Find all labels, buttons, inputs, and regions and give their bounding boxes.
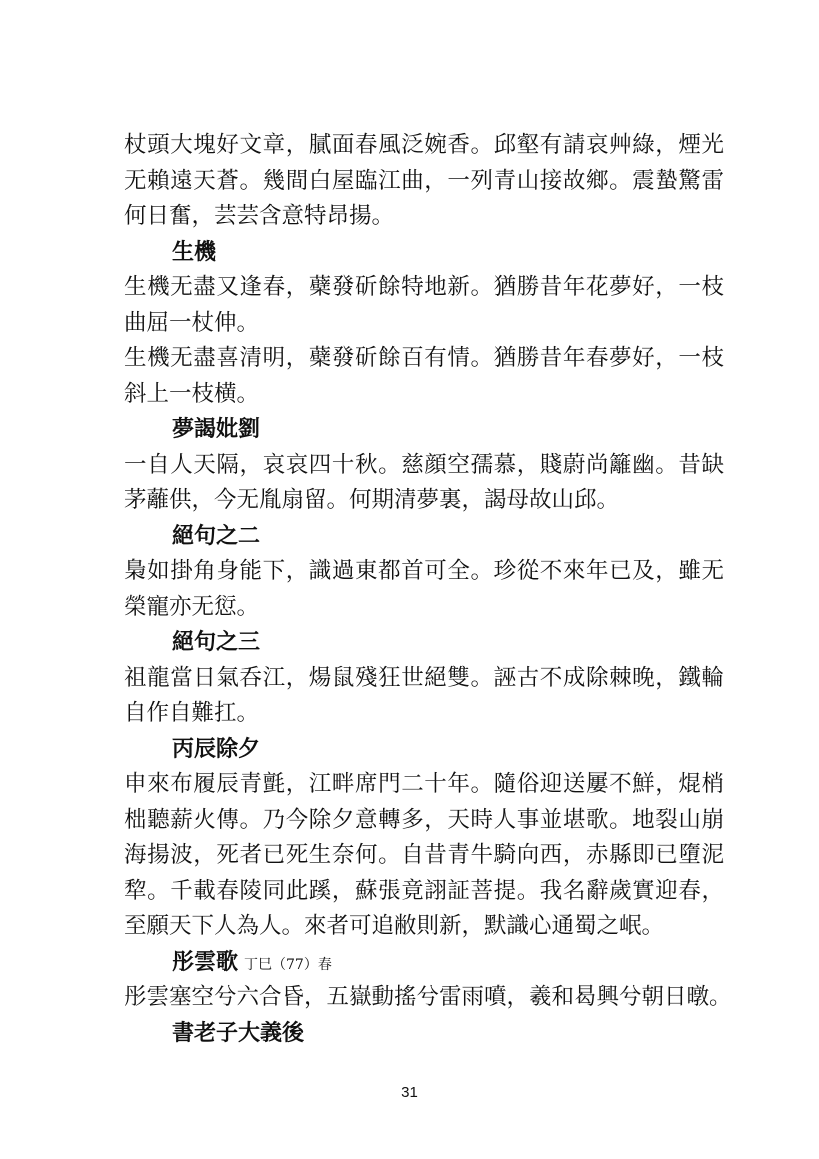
poem-line: 彤雲塞空兮六合昏，五嶽動搖兮雷雨噴，羲和曷興兮朝日暾。: [124, 984, 732, 1010]
poem-jueju-3: [124, 625, 724, 732]
poem-line: 曲屈一杖伸。: [124, 309, 260, 336]
poem-mengye: [124, 412, 724, 519]
poem-line: 至願天下人為人。來者可追敝則新，默識心通蜀之岷。: [124, 913, 665, 939]
poem-shengji: [124, 235, 724, 413]
poem-line: 自作自難扛。: [124, 700, 260, 726]
poem-title: 絕句之三: [172, 630, 261, 655]
poem-bingchen-chuxi: [124, 732, 724, 945]
poem-line: 一自人天隔，哀哀四十秋。慈顔空孺慕，賤蔚尚籬幽。昔缺: [124, 451, 724, 478]
page-body: [124, 128, 732, 1051]
poem-line: 无賴遠天蒼。幾間白屋臨江曲，一列青山接故鄉。震蟄驚雷: [124, 167, 724, 194]
poem-title: 絕句之二: [172, 523, 261, 549]
poem-title: 生機: [172, 239, 217, 265]
poem-line: 榮寵亦无愆。: [124, 593, 260, 620]
poem-line: 茅蘺供，今无胤扇留。何期清夢裏，謁母故山邱。: [124, 487, 620, 513]
poem-line: 申來布履辰青氈，江畔席門二十年。隨俗迎送屢不鮮，焜梢: [124, 771, 724, 797]
poem-title: 彤雲歌: [172, 949, 239, 975]
poem-title: 丙辰除夕: [172, 736, 261, 762]
poem-line: 海揚波，死者已死生奈何。自昔青牛騎向西，赤縣即已墮泥: [124, 842, 724, 868]
poem-line: 杖頭大塊好文章，膩面春風泛婉香。邱壑有請哀艸綠，煙光: [124, 132, 724, 158]
poem-line: 生機无盡又逢春，蘗發斫餘特地新。猶勝昔年花夢好，一枝: [124, 274, 724, 300]
poem-jueju-2: [124, 519, 724, 626]
poem-line: 祖龍當日氣呑江，煬鼠殘狂世絕雙。誣古不成除棘晚，鐵輪: [124, 664, 724, 691]
poem-continuation: [124, 128, 724, 235]
poem-title-row: [124, 945, 724, 981]
poem-subtitle: 丁巳（77）春: [244, 956, 332, 973]
poem-line: 柮聽薪火傳。乃今除夕意轉多，天時人事並堪歌。地裂山崩: [124, 806, 724, 833]
poem-line: 斜上一枝横。: [124, 380, 260, 407]
poem-title: 書老子大義後: [172, 1020, 305, 1046]
page-number: 31: [401, 1084, 418, 1101]
poem-title: 夢謁妣劉: [172, 417, 261, 442]
poem-line: 何日奮，芸芸含意特昂揚。: [124, 203, 395, 229]
poem-line: 梟如掛角身能下，識過東都首可全。珍從不來年已及，雖无: [124, 558, 724, 584]
poem-line: 生機无盡喜清明，蘗發斫餘百有情。猶勝昔年春夢好，一枝: [124, 345, 724, 371]
poem-tongyun-ge: [124, 945, 732, 1016]
poem-line: 犂。千載春陵同此蹊，蘇張竟詡証菩提。我名辭歲實迎春，: [124, 877, 724, 904]
poem-shu-laozi: [124, 1016, 724, 1052]
